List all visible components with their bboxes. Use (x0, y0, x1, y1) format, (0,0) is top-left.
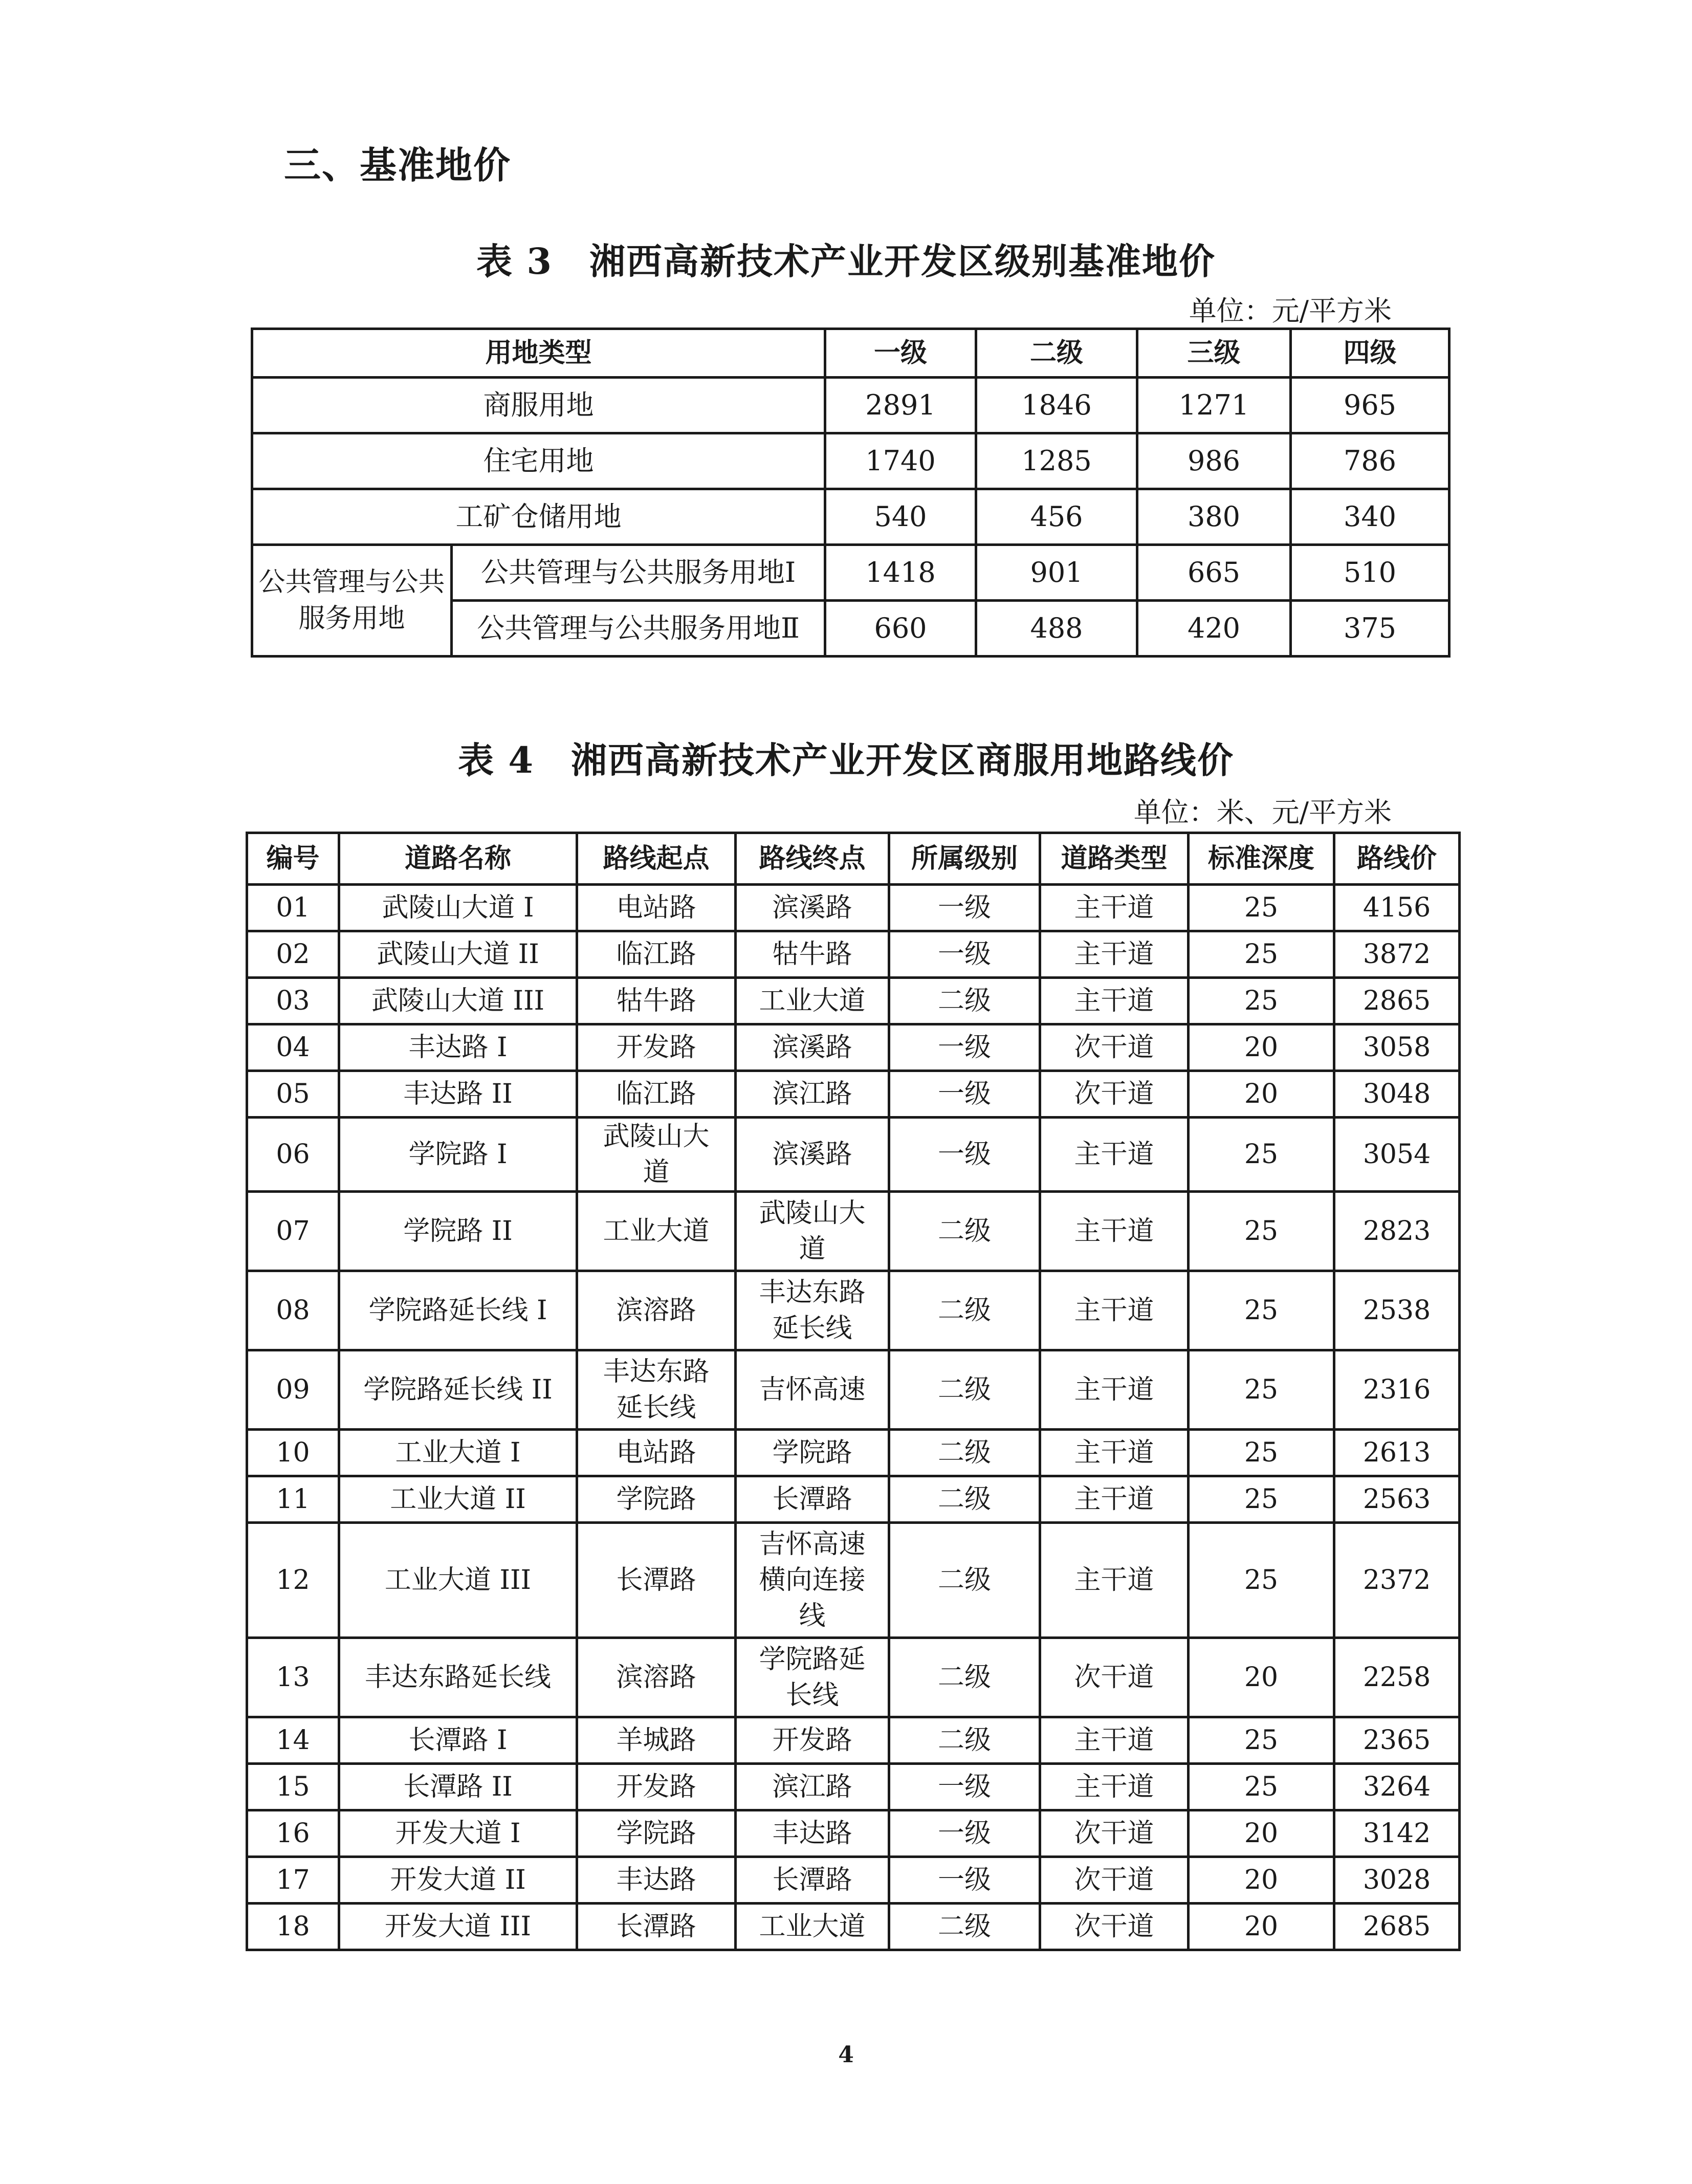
road-price-cell: 2258 (1334, 1638, 1460, 1717)
road-id-cell: 09 (247, 1350, 339, 1430)
price-cell: 456 (976, 489, 1137, 545)
road-name-cell: 长潭路 II (339, 1764, 577, 1810)
table3-header-cell: 二级 (976, 329, 1137, 378)
grade-cell: 二级 (889, 1904, 1040, 1950)
grade-cell: 二级 (889, 1271, 1040, 1350)
end-point-cell: 武陵山大道 (736, 1192, 889, 1271)
end-point-cell: 滨溪路 (736, 1118, 889, 1192)
road-price-cell: 2372 (1334, 1523, 1460, 1638)
table4-header-row (247, 833, 1460, 885)
table-row (247, 1350, 1460, 1430)
road-type-cell: 主干道 (1040, 1192, 1189, 1271)
depth-cell: 25 (1189, 1271, 1334, 1350)
road-price-cell: 2685 (1334, 1904, 1460, 1950)
road-type-cell: 主干道 (1040, 1430, 1189, 1476)
land-group-cell: 公共管理与公共服务用地 (252, 545, 452, 657)
road-type-cell: 主干道 (1040, 885, 1189, 931)
start-point-cell: 羊城路 (577, 1717, 736, 1764)
road-type-cell: 主干道 (1040, 1271, 1189, 1350)
start-point-cell: 学院路 (577, 1476, 736, 1523)
road-type-cell: 次干道 (1040, 1810, 1189, 1857)
road-type-cell: 次干道 (1040, 1638, 1189, 1717)
price-cell: 2891 (825, 378, 976, 433)
road-id-cell: 17 (247, 1857, 339, 1904)
grade-cell: 一级 (889, 1071, 1040, 1118)
road-id-cell: 06 (247, 1118, 339, 1192)
end-point-cell: 长潭路 (736, 1476, 889, 1523)
road-name-cell: 丰达路 II (339, 1071, 577, 1118)
grade-cell: 二级 (889, 1430, 1040, 1476)
road-type-cell: 次干道 (1040, 1857, 1189, 1904)
table-row (247, 1638, 1460, 1717)
table4-header-cell: 编号 (247, 833, 339, 885)
road-name-cell: 开发大道 I (339, 1810, 577, 1857)
table-row (247, 1192, 1460, 1271)
road-name-cell: 学院路 II (339, 1192, 577, 1271)
table-row (252, 433, 1449, 489)
road-name-cell: 开发大道 II (339, 1857, 577, 1904)
road-type-cell: 主干道 (1040, 1118, 1189, 1192)
road-id-cell: 04 (247, 1024, 339, 1071)
depth-cell: 25 (1189, 1430, 1334, 1476)
end-point-cell: 吉怀高速横向连接线 (736, 1523, 889, 1638)
end-point-cell: 长潭路 (736, 1857, 889, 1904)
depth-cell: 25 (1189, 885, 1334, 931)
road-type-cell: 主干道 (1040, 978, 1189, 1024)
road-type-cell: 主干道 (1040, 1523, 1189, 1638)
table-row (247, 1118, 1460, 1192)
depth-cell: 20 (1189, 1638, 1334, 1717)
end-point-cell: 开发路 (736, 1717, 889, 1764)
table4-unit: 单位：米、元/平方米 (1133, 796, 1392, 828)
table3-header-cell: 一级 (825, 329, 976, 378)
road-price-cell: 3028 (1334, 1857, 1460, 1904)
end-point-cell: 牯牛路 (736, 931, 889, 978)
road-type-cell: 主干道 (1040, 1350, 1189, 1430)
price-cell: 986 (1137, 433, 1291, 489)
road-price-cell: 3048 (1334, 1071, 1460, 1118)
depth-cell: 20 (1189, 1071, 1334, 1118)
depth-cell: 25 (1189, 1717, 1334, 1764)
price-cell: 1285 (976, 433, 1137, 489)
depth-cell: 25 (1189, 1764, 1334, 1810)
table-row (247, 1717, 1460, 1764)
road-name-cell: 工业大道 III (339, 1523, 577, 1638)
road-id-cell: 10 (247, 1430, 339, 1476)
table-row (252, 489, 1449, 545)
start-point-cell: 工业大道 (577, 1192, 736, 1271)
road-name-cell: 工业大道 I (339, 1430, 577, 1476)
table-row (247, 885, 1460, 931)
road-price-cell: 2563 (1334, 1476, 1460, 1523)
price-cell: 665 (1137, 545, 1291, 601)
table-row (247, 1024, 1460, 1071)
end-point-cell: 丰达路 (736, 1810, 889, 1857)
road-price-cell: 3264 (1334, 1764, 1460, 1810)
road-name-cell: 学院路延长线 I (339, 1271, 577, 1350)
depth-cell: 25 (1189, 931, 1334, 978)
road-id-cell: 03 (247, 978, 339, 1024)
table4-header-cell: 所属级别 (889, 833, 1040, 885)
depth-cell: 20 (1189, 1857, 1334, 1904)
start-point-cell: 开发路 (577, 1024, 736, 1071)
start-point-cell: 长潭路 (577, 1904, 736, 1950)
table3-header-cell: 三级 (1137, 329, 1291, 378)
start-point-cell: 丰达东路延长线 (577, 1350, 736, 1430)
land-subtype-cell: 公共管理与公共服务用地Ⅱ (452, 601, 825, 657)
table3-header-cell: 四级 (1291, 329, 1449, 378)
price-cell: 1846 (976, 378, 1137, 433)
price-cell: 901 (976, 545, 1137, 601)
road-price-cell: 2823 (1334, 1192, 1460, 1271)
price-cell: 660 (825, 601, 976, 657)
depth-cell: 25 (1189, 1192, 1334, 1271)
land-type-cell: 商服用地 (252, 378, 825, 433)
road-price-cell: 2316 (1334, 1350, 1460, 1430)
depth-cell: 25 (1189, 1476, 1334, 1523)
table4-header-cell: 路线起点 (577, 833, 736, 885)
road-type-cell: 次干道 (1040, 1904, 1189, 1950)
table-row (247, 1523, 1460, 1638)
land-type-cell: 工矿仓储用地 (252, 489, 825, 545)
road-name-cell: 工业大道 II (339, 1476, 577, 1523)
start-point-cell: 临江路 (577, 1071, 736, 1118)
table-row (247, 1476, 1460, 1523)
table3-header-cell: 用地类型 (252, 329, 825, 378)
table-row (252, 545, 1449, 601)
road-type-cell: 主干道 (1040, 1476, 1189, 1523)
road-price-cell: 2538 (1334, 1271, 1460, 1350)
end-point-cell: 吉怀高速 (736, 1350, 889, 1430)
depth-cell: 20 (1189, 1904, 1334, 1950)
road-price-cell: 2365 (1334, 1717, 1460, 1764)
grade-cell: 一级 (889, 1810, 1040, 1857)
start-point-cell: 开发路 (577, 1764, 736, 1810)
end-point-cell: 滨江路 (736, 1764, 889, 1810)
grade-cell: 一级 (889, 1764, 1040, 1810)
road-price-cell: 3142 (1334, 1810, 1460, 1857)
table4-header-cell: 路线终点 (736, 833, 889, 885)
road-name-cell: 武陵山大道 I (339, 885, 577, 931)
road-id-cell: 16 (247, 1810, 339, 1857)
road-name-cell: 长潭路 I (339, 1717, 577, 1764)
start-point-cell: 电站路 (577, 1430, 736, 1476)
start-point-cell: 临江路 (577, 931, 736, 978)
road-id-cell: 05 (247, 1071, 339, 1118)
road-type-cell: 主干道 (1040, 1717, 1189, 1764)
end-point-cell: 滨溪路 (736, 1024, 889, 1071)
end-point-cell: 工业大道 (736, 978, 889, 1024)
page-number: 4 (838, 2042, 854, 2068)
road-name-cell: 丰达路 I (339, 1024, 577, 1071)
price-cell: 375 (1291, 601, 1449, 657)
depth-cell: 25 (1189, 1523, 1334, 1638)
road-type-cell: 主干道 (1040, 1764, 1189, 1810)
road-id-cell: 01 (247, 885, 339, 931)
end-point-cell: 滨江路 (736, 1071, 889, 1118)
road-name-cell: 学院路延长线 II (339, 1350, 577, 1430)
table-row (247, 978, 1460, 1024)
table-row (247, 1810, 1460, 1857)
depth-cell: 25 (1189, 1350, 1334, 1430)
grade-cell: 一级 (889, 1024, 1040, 1071)
table-row (247, 1271, 1460, 1350)
table-row (252, 378, 1449, 433)
table4-header-cell: 标准深度 (1189, 833, 1334, 885)
road-name-cell: 学院路 I (339, 1118, 577, 1192)
table4-caption: 表 4 湘西高新技术产业开发区商服用地路线价 (457, 739, 1235, 781)
grade-cell: 二级 (889, 1350, 1040, 1430)
table4-header-cell: 道路类型 (1040, 833, 1189, 885)
grade-cell: 一级 (889, 931, 1040, 978)
table-row (247, 1764, 1460, 1810)
price-cell: 510 (1291, 545, 1449, 601)
road-name-cell: 武陵山大道 II (339, 931, 577, 978)
price-cell: 1271 (1137, 378, 1291, 433)
grade-cell: 二级 (889, 978, 1040, 1024)
table4-header-cell: 道路名称 (339, 833, 577, 885)
price-cell: 540 (825, 489, 976, 545)
road-id-cell: 14 (247, 1717, 339, 1764)
table3-benchmark-land-price (251, 327, 1451, 658)
road-price-cell: 2613 (1334, 1430, 1460, 1476)
road-type-cell: 主干道 (1040, 931, 1189, 978)
road-id-cell: 12 (247, 1523, 339, 1638)
grade-cell: 二级 (889, 1523, 1040, 1638)
table-row (247, 1904, 1460, 1950)
road-price-cell: 3054 (1334, 1118, 1460, 1192)
table3-caption: 表 3 湘西高新技术产业开发区级别基准地价 (476, 240, 1216, 282)
start-point-cell: 丰达路 (577, 1857, 736, 1904)
table-row (247, 1430, 1460, 1476)
price-cell: 786 (1291, 433, 1449, 489)
table-row (247, 1071, 1460, 1118)
table4-commercial-road-price (246, 832, 1461, 1951)
table3-header-row (252, 329, 1449, 378)
end-point-cell: 丰达东路延长线 (736, 1271, 889, 1350)
table3-unit: 单位：元/平方米 (1189, 295, 1392, 327)
start-point-cell: 牯牛路 (577, 978, 736, 1024)
price-cell: 340 (1291, 489, 1449, 545)
price-cell: 965 (1291, 378, 1449, 433)
depth-cell: 20 (1189, 1810, 1334, 1857)
road-id-cell: 08 (247, 1271, 339, 1350)
start-point-cell: 电站路 (577, 885, 736, 931)
road-name-cell: 武陵山大道 III (339, 978, 577, 1024)
road-type-cell: 次干道 (1040, 1024, 1189, 1071)
road-id-cell: 07 (247, 1192, 339, 1271)
grade-cell: 二级 (889, 1192, 1040, 1271)
start-point-cell: 滨溶路 (577, 1271, 736, 1350)
price-cell: 1418 (825, 545, 976, 601)
road-id-cell: 15 (247, 1764, 339, 1810)
start-point-cell: 学院路 (577, 1810, 736, 1857)
road-id-cell: 11 (247, 1476, 339, 1523)
road-price-cell: 2865 (1334, 978, 1460, 1024)
table-row (247, 931, 1460, 978)
start-point-cell: 滨溶路 (577, 1638, 736, 1717)
road-price-cell: 3872 (1334, 931, 1460, 978)
road-id-cell: 02 (247, 931, 339, 978)
road-price-cell: 3058 (1334, 1024, 1460, 1071)
end-point-cell: 工业大道 (736, 1904, 889, 1950)
land-subtype-cell: 公共管理与公共服务用地Ⅰ (452, 545, 825, 601)
depth-cell: 25 (1189, 1118, 1334, 1192)
road-type-cell: 次干道 (1040, 1071, 1189, 1118)
price-cell: 420 (1137, 601, 1291, 657)
table-row (247, 1857, 1460, 1904)
price-cell: 380 (1137, 489, 1291, 545)
road-name-cell: 丰达东路延长线 (339, 1638, 577, 1717)
grade-cell: 一级 (889, 885, 1040, 931)
start-point-cell: 长潭路 (577, 1523, 736, 1638)
road-name-cell: 开发大道 III (339, 1904, 577, 1950)
depth-cell: 20 (1189, 1024, 1334, 1071)
end-point-cell: 学院路延长线 (736, 1638, 889, 1717)
grade-cell: 二级 (889, 1476, 1040, 1523)
road-price-cell: 4156 (1334, 885, 1460, 931)
end-point-cell: 滨溪路 (736, 885, 889, 931)
price-cell: 1740 (825, 433, 976, 489)
end-point-cell: 学院路 (736, 1430, 889, 1476)
road-id-cell: 13 (247, 1638, 339, 1717)
table4-header-cell: 路线价 (1334, 833, 1460, 885)
price-cell: 488 (976, 601, 1137, 657)
start-point-cell: 武陵山大道 (577, 1118, 736, 1192)
grade-cell: 二级 (889, 1638, 1040, 1717)
land-type-cell: 住宅用地 (252, 433, 825, 489)
grade-cell: 一级 (889, 1857, 1040, 1904)
grade-cell: 二级 (889, 1717, 1040, 1764)
grade-cell: 一级 (889, 1118, 1040, 1192)
depth-cell: 25 (1189, 978, 1334, 1024)
road-id-cell: 18 (247, 1904, 339, 1950)
section-heading: 三、基准地价 (284, 144, 512, 187)
